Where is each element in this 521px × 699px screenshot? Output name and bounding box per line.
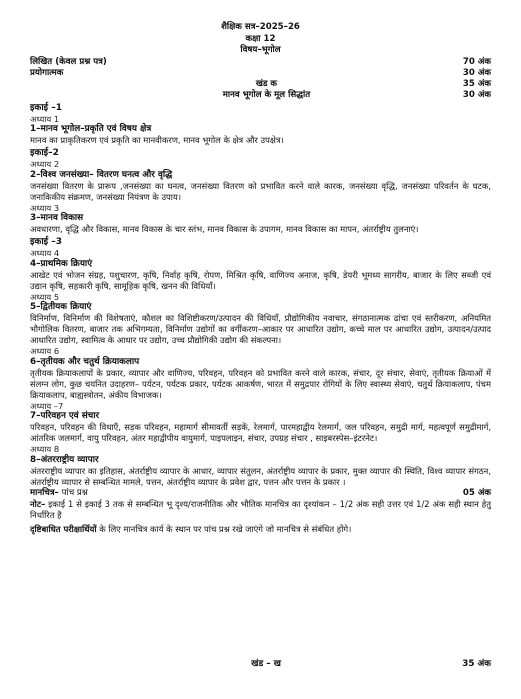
section-a-row [30,79,491,90]
chapter-block [30,203,491,236]
section-a-marks: 35 अंक [462,78,491,89]
marks-table [30,57,491,79]
chapter-block [30,401,491,445]
note-paragraph [30,499,491,521]
chapter-block [30,346,491,401]
map-work-label: मानचित्र– [30,487,59,498]
chapter-content: विनिर्माण, विनिर्माण की विशेषताएं, कौशल का विशिष्टीकरण/उत्पादन की विधियाँ, प्रौद्योगिकीय नवाचार, संगठानात्मक ढांचा एवं स्तरीकरण, अनियमित भौगोलिक वितरण, बाजार तक अभिगम्यता, विनिर्माण उद्योगों का वर्गीकरण–आकार पर आधारित उद्योग, कच्चे माल पर आधारित उद्योग, उत्पादन/उत्पाद आधारित उद्योग, स्वामित्व के आधार पर उद्योग, उच्च प्रौद्योगिकी उद्योग की संकल्पना। [30,313,491,345]
footer-row [30,657,491,669]
marks-row [30,68,491,79]
chapter-content: अंतरराष्ट्रीय व्यापार का इतिहास, अंतर्राष्ट्रीय व्यापार के आधार, व्यापार संतुलन, अंतर्राष्ट्रीय व्यापार के प्रकार, मुक्त व्यापार की स्थिति, विश्व व्यापार संगठन, अंतर्राष्ट्रीय व्यापार से सम्बन्धित मामले, पत्तन, अंतर्राष्ट्रीय व्यापार के प्रवेश द्वार, पत्तन और पत्तन के प्रकार । [30,465,491,487]
chapter-title: 4–प्राथमिक क्रियाएं [30,258,93,269]
vi-note-text: के लिए मानचित्र कार्य के स्थान पर पांच प्रश्न रखे जाएंगे जो मानचित्र से संबंधित होंगे। [96,523,352,534]
chapter-content: मानव का प्राकृतिकरण एवं प्रकृति का मानवीकरण, मानव भूगोल के क्षेत्र और उपक्षेत्र। [30,135,284,145]
vi-note-label: दृष्टिबाधित परीक्षार्थियों [30,523,97,534]
chapter-block [30,292,491,347]
map-work-text: पांच प्रश्न [58,487,88,498]
units-list [30,103,491,488]
chapter-block [30,114,491,147]
marks-value: 70 अंक [462,56,491,67]
marks-value: 30 अंक [462,67,491,78]
chapter-number: अध्याय –7 [30,400,64,411]
chapter-title: 6–तृतीयक और चतुर्थ क्रियाकलाप [30,356,140,367]
book-label: मानव भूगोल के मूल सिद्धांत [222,89,311,100]
chapter-title: 2–विश्व जनसंख्या– वितरण घनत्व और वृद्धि [30,169,173,180]
session-title: शैक्षिक सत्र–2025–26 [221,22,300,32]
chapter-content: परिवहन, परिवहन की विधाएँ, सड़क परिवहन, महामार्ग सीमावर्ती सड़कें, रेलमार्ग, पारमहाद्वीय रेलमार्ग, जल परिवहन, समुद्री मार्ग, महत्वपूर्ण समुद्रीमार्ग, आंतरिक जलमार्ग, वायु परिवहन, अंतर महाद्वीपीय वायुमार्ग, पाइपलाइन, संचार, उपग्रह संचार , साइबरस्पेस–इंटरनेट। [30,422,491,443]
note-text: इकाई 1 से इकाई 3 तक से सम्बन्धित भू दृश्य/राजनीतिक और भौतिक मानचित्र का दृश्यांकन – 1/2 अंक सही उत्तर एवं 1/2 अंक सही स्थान हेतु निर्धारित है [30,498,491,520]
note-label: नोट– [30,498,46,509]
unit-heading: इकाई –1 [30,102,62,113]
chapter-number: अध्याय 2 [30,159,60,169]
chapter-number: अध्याय 1 [30,113,60,124]
class-title: कक्षा 12 [245,33,276,44]
chapter-block [30,444,491,488]
chapter-number: अध्याय 5 [30,291,60,302]
marks-label: प्रयोगात्मक [30,67,64,78]
chapter-title: 1–मानव भूगोल–प्रकृति एवं विषय क्षेत्र [30,124,152,134]
chapter-content: आखेट एवं भोजन संग्रह, पशुचारण, कृषि, निर्वाह कृषि, रोपण, मिश्रित कृषि, वाणिज्य अनाज, कृषि, डेयरी भूमध्य सागरीय, बाजार के लिए सब्जी एवं उद्यान कृषि, सहकारी कृषि, सामूहिक कृषि, खनन की विधियाँ। [30,269,491,291]
chapter-number: अध्याय 8 [30,444,60,454]
chapter-title: 8–अंतरराष्ट्रीय व्यापार [30,454,99,465]
book-row [30,90,491,101]
chapter-title: 5–द्वितीयक क्रियाएं [30,302,92,312]
chapter-title: 3–मानव विकास [30,213,84,223]
unit-heading: इकाई –3 [30,237,62,247]
chapter-block [30,159,491,203]
book-marks: 30 अंक [462,89,491,100]
chapter-content: जनसंख्या वितरण के प्रारूप ,जनसंख्या का घनत्व, जनसंख्या वितरण को प्रभावित करने वाले कारक, जनसंख्या वृद्धि, जनसंख्या परिवर्तन के घटक, जनाकिकीय संक्रमण, जनसंख्या नियंत्रण के उपाय। [30,180,491,202]
chapter-number: अध्याय 6 [30,346,60,356]
chapter-content: अवधारणा, वृद्धि और विकास, मानव विकास के चार स्तंभ, मानव विकास के उपागम, मानव विकास का मापन, अंतर्राष्ट्रीय तुलनाएं। [30,224,419,234]
chapter-number: अध्याय 4 [30,248,60,258]
chapter-block [30,248,491,292]
footer-marks: 35 अंक [462,659,491,669]
vi-note-paragraph [30,524,491,535]
map-work-row [30,488,491,499]
unit-heading: इकाई–2 [30,148,59,158]
chapter-content: तृतीयक क्रियाकलापों के प्रकार, व्यापार और वाणिज्य, परिवहन, परिवहन को प्रभावित करने वाले कारक, संचार, दूर संचार, सेवाएं, तृतीयक क्रियाओं में संलग्न लोग, कुछ चयनित उदाहरण– पर्यटन, पर्यटक प्रकार, पर्यटक आकर्षण, भारत में समुद्रपार रोगियों के लिए स्वास्थ्य सेवाएं, चतुर्थ क्रियाकलाप, पंचम क्रियाकलाप, बाह्यस्त्रोतन, अंकीय विभाजक। [30,367,491,400]
marks-label: लिखित (केवल प्रश्न पत्र) [30,56,107,67]
footer-section: खंड – ख [251,659,281,669]
subject-title: विषय–भूगोल [240,45,281,55]
section-a-label: खंड क [255,78,278,89]
marks-row [30,57,491,68]
map-work-marks: 05 अंक [462,487,491,498]
chapter-number: अध्याय 3 [30,202,60,213]
chapter-title: 7–परिवहन एवं संचार [30,411,100,421]
